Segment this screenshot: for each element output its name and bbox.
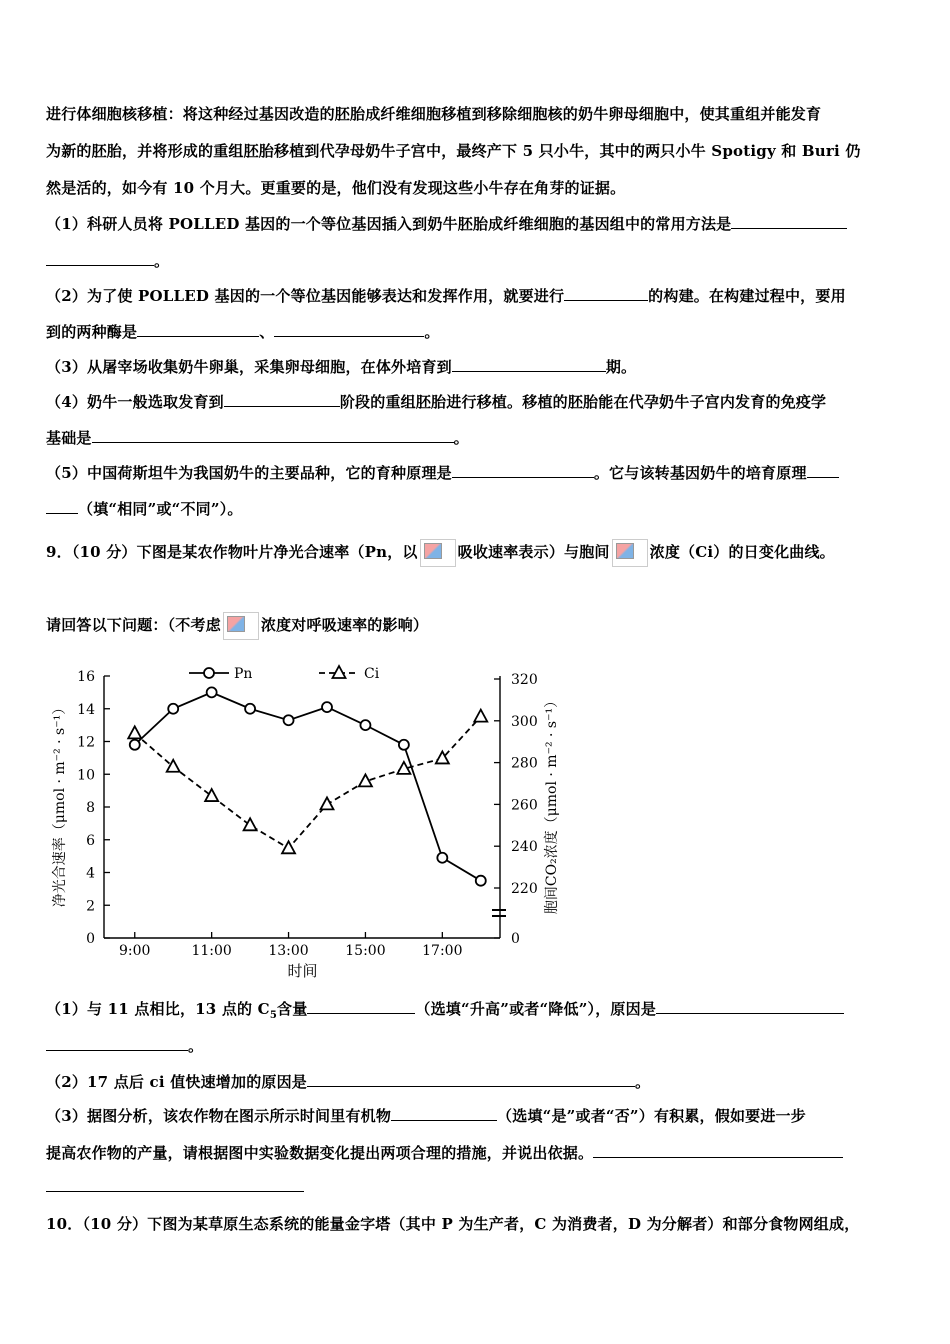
q8-sub1: （1）科研人员将 POLLED 基因的一个等位基因插入到奶牛胚胎成纤维细胞的基因组中的常用方法是 (46, 213, 906, 234)
photosynthesis-chart (44, 655, 574, 985)
series-line-ci (135, 717, 481, 849)
answer-blank[interactable] (46, 500, 78, 514)
intro-line-3: 然是活的，如今有 10 个月大。更重要的是，他们没有发现这些小牛存在角芽的证据。 (46, 179, 626, 197)
q10-heading: 10．（10 分）下图为某草原生态系统的能量金字塔（其中 P 为生产者，C 为消费者，D 为分解者）和部分食物网组成， (46, 1215, 860, 1233)
legend-ci-label: Ci (364, 666, 380, 682)
x-tick-label: 15:00 (345, 943, 386, 959)
pn-point (399, 740, 409, 750)
answer-blank[interactable] (307, 1073, 635, 1087)
answer-blank[interactable] (274, 323, 424, 337)
answer-blank[interactable] (593, 1144, 843, 1158)
left-tick-label: 12 (77, 734, 95, 751)
q9-sub3-cont2 (46, 1178, 906, 1196)
q9-sub2: （2）17 点后 ci 值快速增加的原因是 。 (46, 1073, 651, 1091)
ci-point (474, 710, 487, 722)
pn-point (322, 702, 332, 712)
left-tick-label: 0 (86, 931, 95, 947)
pn-point (130, 740, 140, 750)
x-tick-label: 17:00 (422, 943, 463, 959)
answer-blank[interactable] (452, 358, 606, 372)
ci-point (244, 818, 257, 830)
answer-blank[interactable] (307, 1000, 415, 1014)
q9-sub3-cont: 提高农作物的产量，请根据图中实验数据变化提出两项合理的措施，并说出依据。 (46, 1142, 906, 1163)
right-tick-label: 240 (511, 839, 538, 856)
right-tick-label: 280 (511, 755, 538, 772)
left-tick-label: 14 (77, 701, 95, 718)
left-tick-label: 4 (86, 865, 95, 882)
pn-point (284, 715, 294, 725)
answer-blank[interactable] (391, 1107, 497, 1121)
legend-ci-marker (333, 666, 346, 678)
intro-line-1: 进行体细胞核移植：将这种经过基因改造的胚胎成纤维细胞移植到移除细胞核的奶牛卵母细胞中，使其重组并能发育 (46, 105, 822, 123)
q9-sub1-cont: 。 (46, 1035, 906, 1056)
left-tick-label: 16 (77, 669, 95, 685)
q8-sub3: （3）从屠宰场收集奶牛卵巢，采集卵母细胞，在体外培育到 期。 (46, 358, 637, 376)
answer-blank[interactable] (46, 1037, 188, 1051)
ci-point (205, 789, 218, 801)
answer-blank[interactable] (224, 393, 340, 407)
answer-blank[interactable] (807, 464, 839, 478)
q8-sub5: （5）中国荷斯坦牛为我国奶牛的主要品种，它的育种原理是 。它与该转基因奶牛的培育原理 (46, 462, 906, 483)
answer-blank[interactable] (452, 464, 594, 478)
left-tick-label: 8 (86, 800, 95, 816)
answer-blank[interactable] (92, 429, 454, 443)
right-tick-label: 300 (511, 713, 538, 730)
q8-sub2-cont: 到的两种酶是 、 。 (46, 323, 440, 341)
answer-blank[interactable] (731, 215, 847, 229)
x-tick-label: 9:00 (119, 943, 151, 959)
q8-sub1-cont: 。 (46, 250, 906, 271)
answer-blank[interactable] (564, 287, 648, 301)
pn-point (360, 720, 370, 730)
broken-image-icon (612, 539, 648, 567)
right-tick-label: 0 (511, 931, 520, 947)
q9-note: 请回答以下问题：（不考虑 浓度对呼吸速率的影响） (46, 611, 906, 640)
q8-sub5-cont: （填“相同”或“不同”）。 (46, 498, 906, 519)
legend-pn-label: Pn (234, 666, 253, 682)
left-tick-label: 6 (86, 832, 95, 849)
pn-point (207, 687, 217, 697)
broken-image-icon (223, 612, 259, 640)
series-line-pn (135, 692, 481, 880)
legend-pn-marker (204, 668, 214, 678)
answer-blank[interactable] (46, 1178, 304, 1192)
broken-image-icon (420, 539, 456, 567)
answer-blank[interactable] (46, 252, 154, 266)
intro-line-2: 为新的胚胎，并将形成的重组胚胎移植到代孕母奶牛子宫中，最终产下 5 只小牛，其中的两只小牛 Spotigy 和 Buri 仍 (46, 142, 861, 160)
ci-point (128, 726, 141, 738)
right-tick-label: 260 (511, 797, 538, 814)
x-tick-label: 13:00 (268, 943, 309, 959)
q9-sub1: （1）与 11 点相比，13 点的 $C_5$含量 （选填“升高”或者“降低”），原因是 (46, 998, 906, 1021)
q8-sub4: （4）奶牛一般选取发育到 阶段的重组胚胎进行移植。移植的胚胎能在代孕奶牛子宫内发育的免疫学 (46, 393, 827, 411)
answer-blank[interactable] (137, 323, 259, 337)
q8-sub2: （2）为了使 POLLED 基因的一个等位基因能够表达和发挥作用，就要进行 的构建。在构建过程中，要用 (46, 287, 846, 305)
pn-point (168, 704, 178, 714)
right-tick-label: 320 (511, 672, 538, 688)
x-axis-label: 时间 (287, 962, 318, 980)
left-axis-label: 净光合速率（μmol · m⁻² · s⁻¹） (52, 700, 68, 908)
left-tick-label: 10 (77, 767, 95, 784)
q9-heading: 9．（10 分）下图是某农作物叶片净光合速率（Pn，以 吸收速率表示）与胞间 浓度（Ci）的日变化曲线。 (46, 538, 906, 567)
q9-sub3: （3）据图分析，该农作物在图示所示时间里有机物 （选填“是”或者“否”）有积累，假如要进一步 (46, 1107, 806, 1125)
right-tick-label: 220 (511, 881, 538, 897)
pn-point (476, 876, 486, 886)
left-tick-label: 2 (86, 898, 95, 915)
ci-point (320, 797, 333, 809)
pn-point (437, 853, 447, 863)
ci-point (167, 760, 180, 772)
x-tick-label: 11:00 (191, 943, 232, 959)
answer-blank[interactable] (656, 1000, 844, 1014)
ci-point (282, 841, 295, 853)
pn-point (245, 704, 255, 714)
right-axis-label: 胞间CO₂浓度（μmol · m⁻² · s⁻¹） (544, 693, 560, 915)
q8-sub4-cont: 基础是 。 (46, 429, 469, 447)
